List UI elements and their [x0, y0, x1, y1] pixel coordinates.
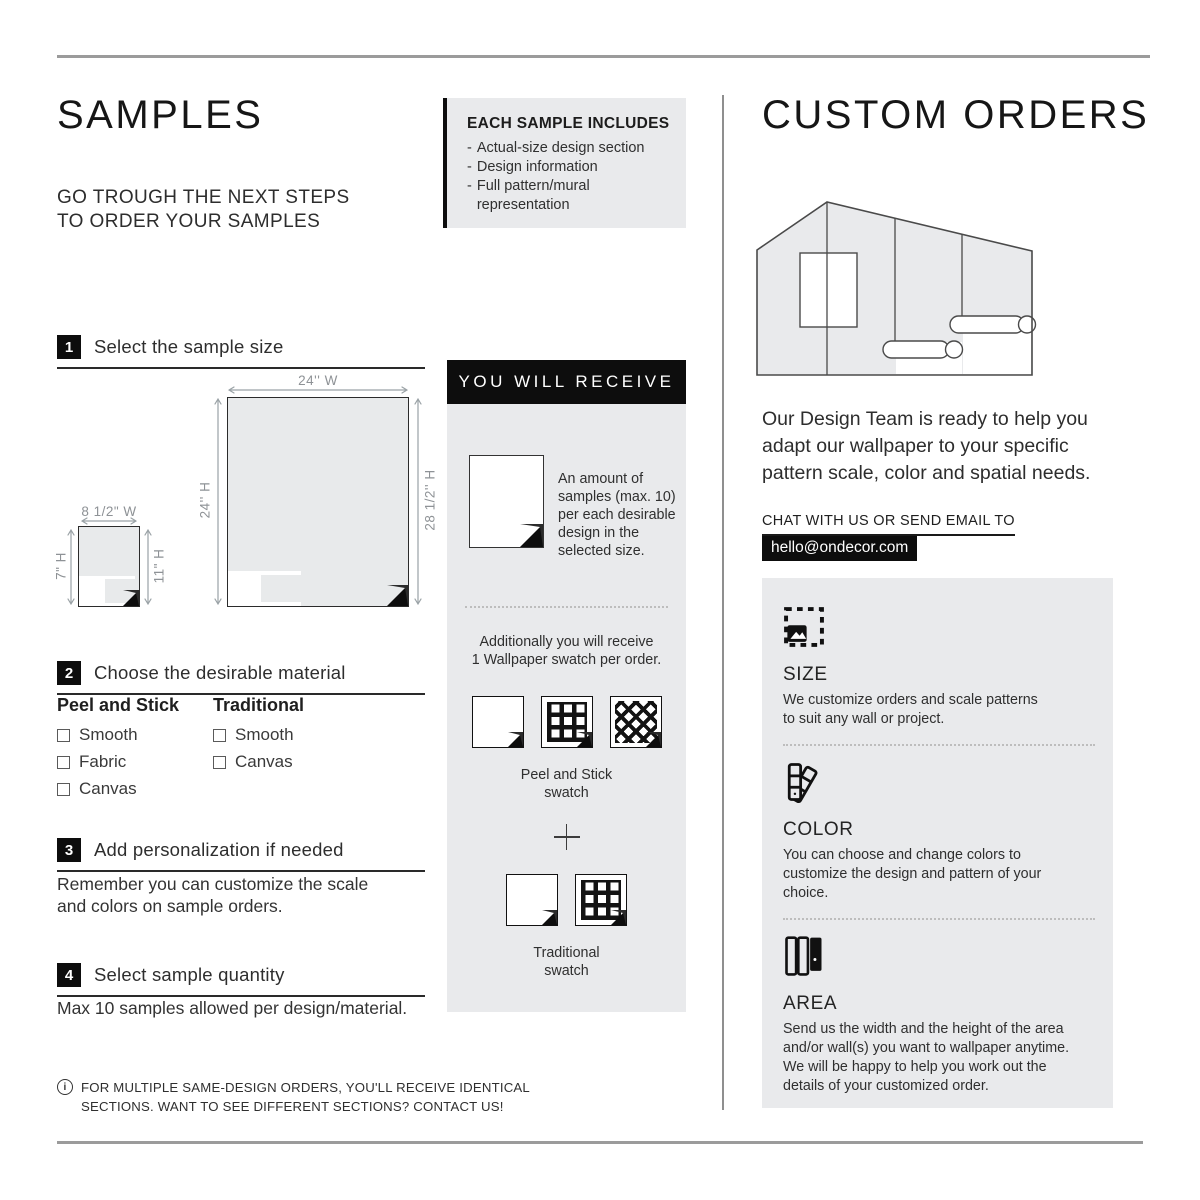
small-height-label: 7" H [53, 552, 69, 580]
checkbox-icon[interactable] [213, 756, 226, 769]
plain-swatch-icon [506, 874, 558, 926]
wallpapered-wall-illustration [752, 190, 1044, 386]
contact-block [762, 512, 1015, 561]
corner-fold-icon [542, 910, 557, 925]
peel-and-stick-caption: Peel and Stick swatch [520, 767, 613, 801]
footnote: i FOR MULTIPLE SAME-DESIGN ORDERS, YOU'LL RECEIVE IDENTICAL SECTIONS. WANT TO SEE DIFFERENT SECTIONS? CONTACT US! [57, 1078, 557, 1116]
column-divider [722, 95, 724, 1110]
peel-and-stick-column: Peel and Stick Smooth Fabric Canvas [57, 695, 213, 806]
plus-icon [554, 824, 580, 850]
list-item: - Full pattern/mural representation [467, 178, 590, 213]
checkbox-icon[interactable] [57, 756, 70, 769]
traditional-swatches [447, 874, 686, 926]
corner-fold-icon [611, 910, 626, 925]
feature-name-color: COLOR [783, 819, 854, 840]
corner-fold-icon [387, 585, 408, 606]
checkbox-option[interactable]: Canvas [213, 752, 369, 772]
small-total-height-label: 11" H [151, 548, 167, 584]
info-icon [57, 1079, 73, 1095]
dotted-separator [465, 606, 668, 608]
large-height-label: 24'' H [197, 481, 213, 519]
checkbox-option[interactable]: Fabric [57, 752, 213, 772]
crosshatch-swatch-icon [610, 696, 662, 748]
small-sample-swatch [78, 526, 140, 607]
corner-fold-icon [508, 732, 523, 747]
step-4-note: Max 10 samples allowed per design/material. [57, 998, 408, 1018]
step-2-number: 2 [57, 661, 81, 685]
plain-swatch-icon [472, 696, 524, 748]
step-4-number: 4 [57, 963, 81, 987]
step-2-header: 2 Choose the desirable material [57, 661, 425, 695]
feature-text-color: You can choose and change colors to customize the design and pattern of your choice. [783, 847, 1042, 901]
you-will-receive-box [447, 404, 686, 1012]
you-will-receive-header: YOU WILL RECEIVE [447, 360, 686, 404]
list-item: - Design information [467, 159, 598, 175]
step-1-number: 1 [57, 335, 81, 359]
corner-fold-icon [646, 732, 661, 747]
additional-note: Additionally you will receive 1 Wallpaper swatch per order. [471, 634, 662, 668]
customization-features-panel [762, 578, 1113, 1108]
peel-and-stick-swatches [447, 696, 686, 748]
feature-name-area: AREA [783, 993, 838, 1014]
samples-intro: GO TROUGH THE NEXT STEPS TO ORDER YOUR SAMPLES [57, 187, 350, 232]
large-total-height-label: 28 1/2'' H [422, 469, 438, 531]
list-item: - Actual-size design section [467, 140, 645, 156]
custom-orders-title: CUSTOM ORDERS [762, 93, 1150, 137]
each-sample-includes-box: EACH SAMPLE INCLUDES - Actual-size design section - Design information - Full pattern/mural representation [443, 98, 686, 228]
feature-name-size: SIZE [783, 664, 828, 685]
dotted-separator [783, 918, 1095, 920]
checkbox-option[interactable]: Smooth [57, 725, 213, 745]
checkbox-icon[interactable] [57, 729, 70, 742]
bottom-rule [57, 1141, 1143, 1144]
grid-swatch-icon [575, 874, 627, 926]
checkbox-icon[interactable] [57, 783, 70, 796]
chat-label: CHAT WITH US OR SEND EMAIL TO [762, 513, 1015, 536]
step-3-header: 3 Add personalization if needed [57, 838, 425, 872]
wall-strips-icon [783, 935, 825, 977]
checkbox-option[interactable]: Smooth [213, 725, 369, 745]
crop-image-icon [783, 606, 825, 648]
top-rule [57, 55, 1150, 58]
dotted-separator [783, 744, 1095, 746]
samples-title: SAMPLES [57, 93, 264, 137]
grid-swatch-icon [541, 696, 593, 748]
traditional-column: Traditional Smooth Canvas [213, 695, 369, 806]
large-width-label: 24'' W [298, 373, 338, 388]
email-address[interactable]: hello@ondecor.com [762, 536, 917, 561]
corner-fold-icon [123, 590, 139, 606]
corner-fold-icon [520, 524, 543, 547]
step-4-header: 4 Select sample quantity [57, 963, 425, 997]
step-3-note: Remember you can customize the scale and colors on sample orders. [57, 874, 369, 916]
custom-orders-intro: Our Design Team is ready to help you adapt our wallpaper to your specific pattern scale, color and spatial needs. [762, 408, 1091, 484]
feature-text-size: We customize orders and scale patterns to suit any wall or project. [783, 692, 1038, 727]
traditional-caption: Traditional swatch [533, 945, 600, 979]
small-width-label: 8 1/2" W [81, 504, 137, 519]
step-1-header: 1 Select the sample size [57, 335, 425, 369]
sample-page-icon [469, 455, 544, 548]
sample-size-diagram [53, 370, 447, 620]
checkbox-icon[interactable] [213, 729, 226, 742]
corner-fold-icon [577, 732, 592, 747]
large-sample-swatch [227, 397, 409, 607]
feature-text-area: Send us the width and the height of the area and/or wall(s) you want to wallpaper anytime. We will be happy to help you work out the details of your customized order. [783, 1021, 1070, 1094]
samples-amount-row: An amount of samples (max. 10) per each desirable design in the selected size. [469, 455, 686, 560]
step-3-number: 3 [57, 838, 81, 862]
checkbox-option[interactable]: Canvas [57, 779, 213, 799]
color-swatches-icon [783, 761, 827, 803]
material-options [57, 695, 425, 806]
